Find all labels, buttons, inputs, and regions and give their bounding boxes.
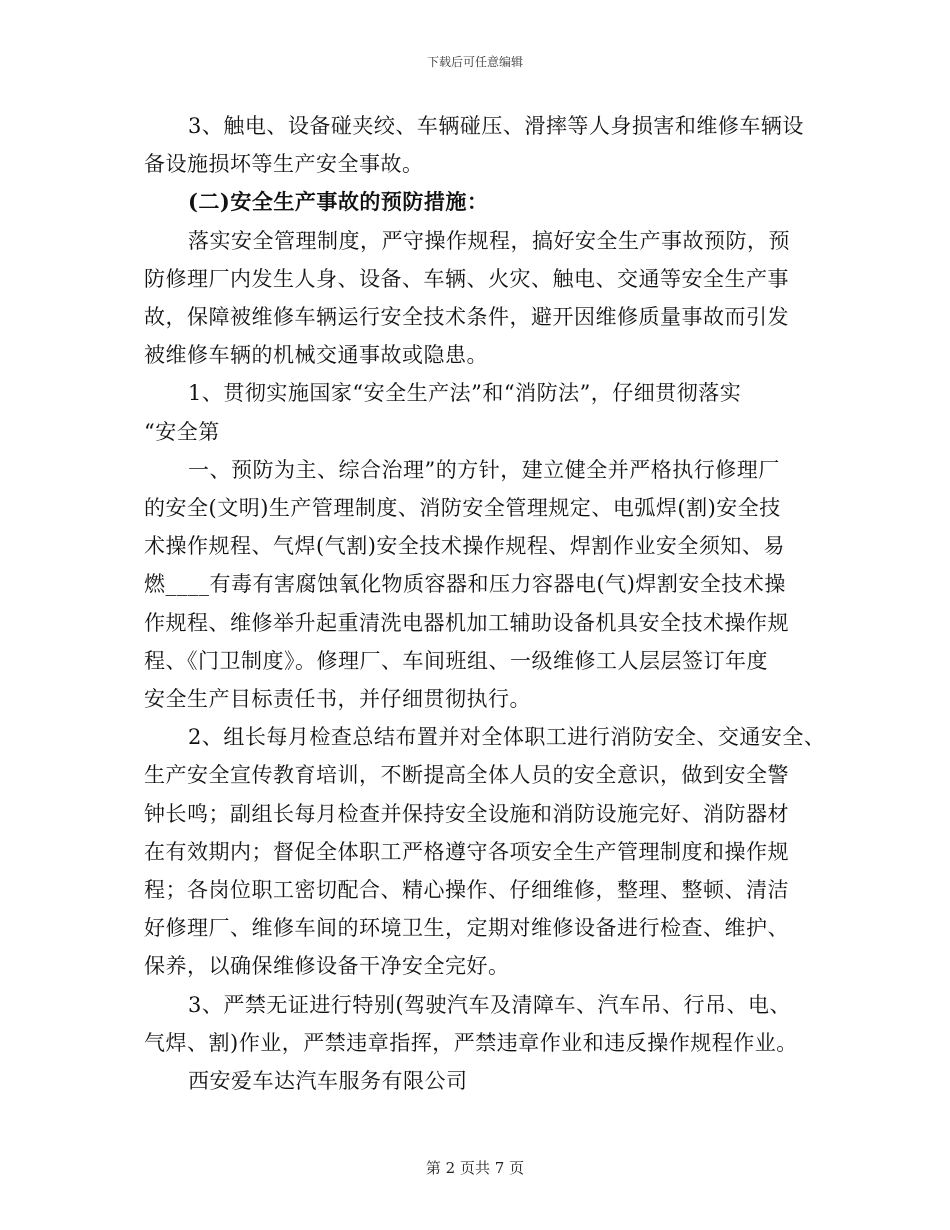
page-footer: 第 2 页共 7 页 xyxy=(425,1159,525,1177)
text-line: 的安全(文明)生产管理制度、消防安全管理规定、电弧焊(割)安全技 xyxy=(144,496,781,520)
text-line: 好修理厂、维修车间的环境卫生，定期对维修设备进行检查、维护、 xyxy=(144,916,789,941)
text-line: 程；各岗位职工密切配合、精心操作、仔细维修，整理、整顿、清洁 xyxy=(144,878,789,902)
text-line: 一、预防为主、综合治理”的方针，建立健全并严格执行修理厂 xyxy=(188,457,780,482)
text-line: (二)安全生产事故的预防措施： xyxy=(188,189,489,215)
text-line: 在有效期内；督促全体职工严格遵守各项安全生产管理制度和操作规 xyxy=(144,839,789,864)
text-line: 保养，以确保维修设备干净安全完好。 xyxy=(144,954,510,979)
text-line: 术操作规程、气焊(气割)安全技术操作规程、焊割作业安全须知、易 xyxy=(144,534,785,559)
text-line: 生产安全宣传教育培训，不断提高全体人员的安全意识，做到安全警 xyxy=(144,763,789,788)
text-line: 被维修车辆的机械交通事故或隐患。 xyxy=(144,343,488,368)
text-line: 3、严禁无证进行特别(驾驶汽车及清障车、汽车吊、行吊、电、 xyxy=(188,992,792,1017)
page-header: 下载后可任意编辑 xyxy=(426,55,523,69)
text-line: 燃____有毒有害腐蚀氧化物质容器和压力容器电(气)焊割安全技术操 xyxy=(144,572,786,597)
text-line: 故，保障被维修车辆运行安全技术条件，避开因维修质量事故而引发 xyxy=(144,305,789,329)
text-line: 作规程、维修举升起重清洗电器机加工辅助设备机具安全技术操作规 xyxy=(144,610,789,635)
text-line: 防修理厂内发生人身、设备、车辆、火灾、触电、交通等安全生产事 xyxy=(144,266,789,291)
text-line: 钟长鸣；副组长每月检查并保持安全设施和消防设施完好、消防器材 xyxy=(144,801,789,826)
text-line: 备设施损坏等生产安全事故。 xyxy=(144,152,424,177)
text-line: 2、组长每月检查总结布置并对全体职工进行消防安全、交通安全、 xyxy=(188,725,826,750)
text-line: 气焊、割)作业，严禁违章指挥，严禁违章作业和违反操作规程作业。 xyxy=(144,1030,798,1055)
text-line: 3、触电、设备碰夹绞、车辆碰压、滑摔等人身损害和维修车辆设 xyxy=(188,114,804,138)
text-line: 1、贯彻实施国家“安全生产法”和“消防法”，仔细贯彻落实 xyxy=(188,381,742,406)
text-line: 程、《门卫制度》。修理厂、车间班组、一级维修工人层层签订年度 xyxy=(144,648,768,673)
text-line: 落实安全管理制度，严守操作规程，搞好安全生产事故预防，预 xyxy=(188,228,790,253)
text-line: “安全第 xyxy=(144,419,220,444)
text-line: 西安爱车达汽车服务有限公司 xyxy=(188,1069,468,1093)
text-line: 安全生产目标责任书，并仔细贯彻执行。 xyxy=(144,687,531,711)
